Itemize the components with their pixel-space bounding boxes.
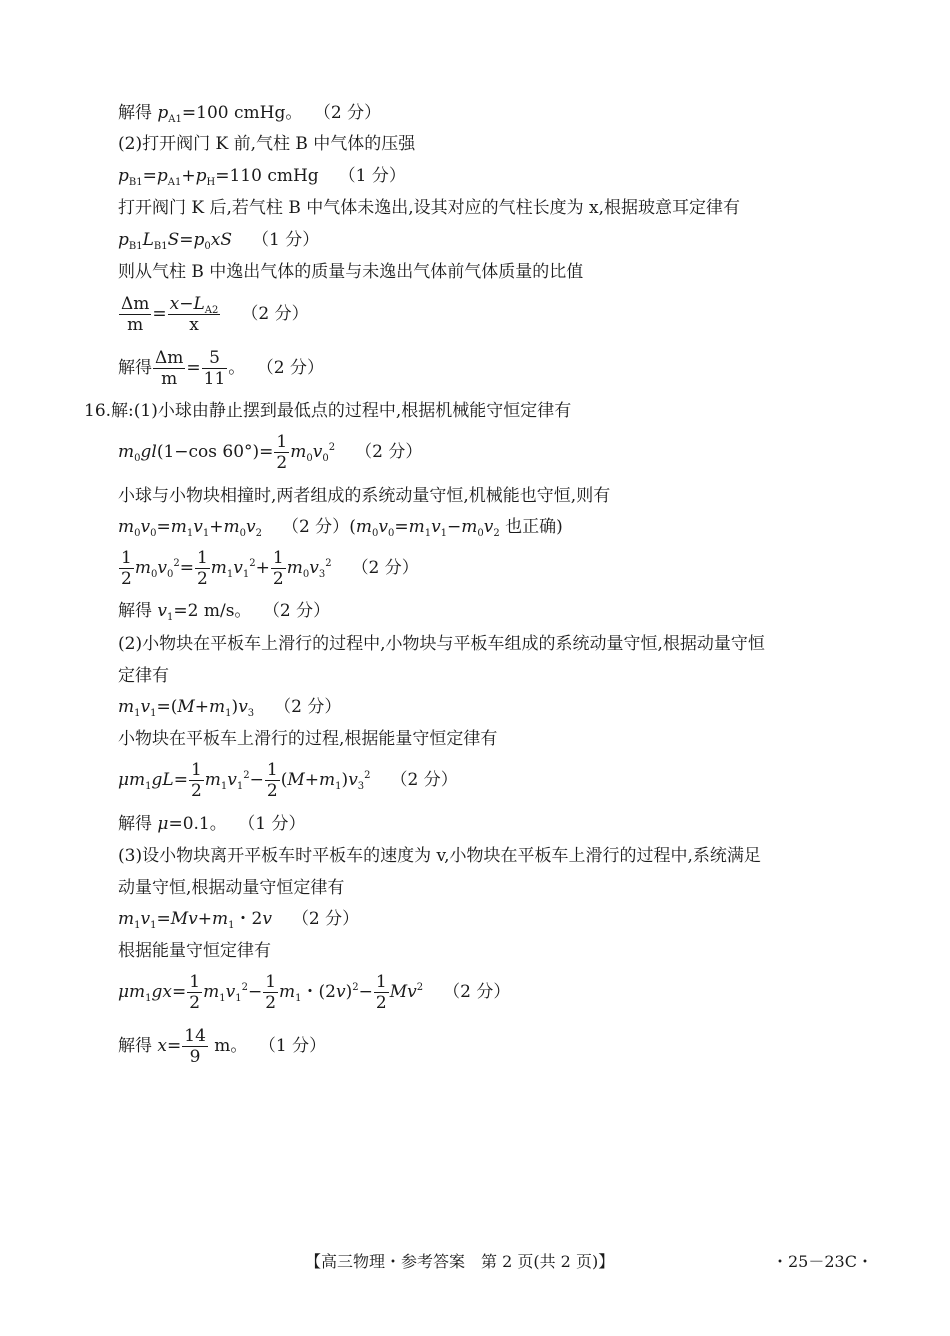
answer-line: 定律有 — [118, 666, 169, 686]
fraction: $\frac{x-L_{A2}}{x}$ — [169, 294, 219, 335]
answer-line: (2)打开阀门 K 前,气柱 B 中气体的压强 — [118, 134, 416, 154]
question-heading: 16.解:(1)小球由静止摆到最低点的过程中,根据机械能守恒定律有 — [84, 401, 572, 421]
answer-line: $m_1v_1=Mv+m_1$・2v （2 分） — [118, 909, 360, 931]
fraction: $\frac{1}{2}$ — [196, 548, 208, 589]
fraction: $\frac{1}{2}$ — [121, 548, 132, 589]
answer-line: $p_{B1}=p_{A1}+p_H=110$ cmHg （1 分） — [118, 166, 406, 188]
answer-line: 解得 $v_1=2$ m/s。 （2 分） — [118, 601, 331, 623]
answer-line: 解得 μ=0.1。 （1 分） — [118, 814, 306, 834]
answer-line: $\frac{\Delta m}{m}$ = $\frac{x-L_{A2}}{x}$ （2 分） — [121, 294, 309, 335]
fraction: $\frac{1}{2}$ — [266, 760, 278, 801]
answer-line: 小物块在平板车上滑行的过程,根据能量守恒定律有 — [118, 729, 498, 749]
answer-line: 动量守恒,根据动量守恒定律有 — [118, 878, 345, 898]
fraction: $\frac{1}{2}$ — [189, 972, 201, 1013]
fraction: $\frac{1}{2}$ — [272, 548, 284, 589]
answer-line: 解得 $p_{A1}=100$ cmHg。 （2 分） — [118, 103, 382, 125]
fraction: $\frac{14}{9}$ — [184, 1026, 206, 1067]
fraction: $\frac{\Delta m}{m}$ — [155, 348, 184, 389]
fraction: $\frac{\Delta m}{m}$ — [121, 294, 150, 335]
answer-line: $\mu m_1gL=$ $\frac{1}{2}$ $m_1v_1^2-$ $\frac{1}{2}$ $(M+m_1)v_3^2$ （2 分） — [118, 760, 458, 801]
answer-line: 小球与小物块相撞时,两者组成的系统动量守恒,机械能也守恒,则有 — [118, 486, 611, 506]
answer-line: $\mu m_1gx=$ $\frac{1}{2}$ $m_1v_1^2-$ $\frac{1}{2}$ $m_1$・$(2v)^2-$ $\frac{1}{2}$ Mv$^2$ （2 分） — [118, 972, 511, 1013]
fraction: $\frac{1}{2}$ — [265, 972, 277, 1013]
answer-line: (3)设小物块离开平板车时平板车的速度为 v,小物块在平板车上滑行的过程中,系统满足 — [118, 846, 761, 866]
answer-line: $m_1v_1=(M+m_1)v_3$ （2 分） — [118, 697, 342, 719]
answer-line: 打开阀门 K 后,若气柱 B 中气体未逸出,设其对应的气柱长度为 x,根据玻意耳定律有 — [118, 198, 741, 218]
fraction: $\frac{1}{2}$ — [276, 432, 288, 473]
fraction: $\frac{1}{2}$ — [190, 760, 202, 801]
page-footer-title: 【高三物理・参考答案 第 2 页(共 2 页)】 — [305, 1252, 615, 1271]
answer-line: 根据能量守恒定律有 — [118, 941, 271, 961]
answer-line: $p_{B1}L_{B1}S=p_0xS$ （1 分） — [118, 230, 320, 252]
fraction: $\frac{5}{11}$ — [203, 348, 226, 389]
answer-line: $\frac{1}{2}$ $m_0v_0^2=$ $\frac{1}{2}$ $m_1v_1^2+$ $\frac{1}{2}$ $m_0v_3^2$ （2 分） — [121, 548, 419, 589]
answer-line: 解得 $\frac{\Delta m}{m}$ = $\frac{5}{11}$ 。 （2 分） — [118, 348, 325, 389]
answer-line: 则从气柱 B 中逸出气体的质量与未逸出气体前气体质量的比值 — [118, 262, 584, 282]
fraction: $\frac{1}{2}$ — [375, 972, 387, 1013]
page-footer-code: ・25－23C・ — [772, 1252, 873, 1271]
answer-line: $m_0gl(1-\cos$ 60°)= $\frac{1}{2}$ $m_0v_0^2$ （2 分） — [118, 432, 423, 473]
answer-line: $m_0v_0=m_1v_1+m_0v_2$ （2 分）($m_0v_0=m_1v_1-m_0v_2$ 也正确) — [118, 517, 563, 539]
answer-line: (2)小物块在平板车上滑行的过程中,小物块与平板车组成的系统动量守恒,根据动量守恒 — [118, 634, 765, 654]
answer-line: 解得 x= $\frac{14}{9}$ m。 （1 分） — [118, 1026, 327, 1067]
